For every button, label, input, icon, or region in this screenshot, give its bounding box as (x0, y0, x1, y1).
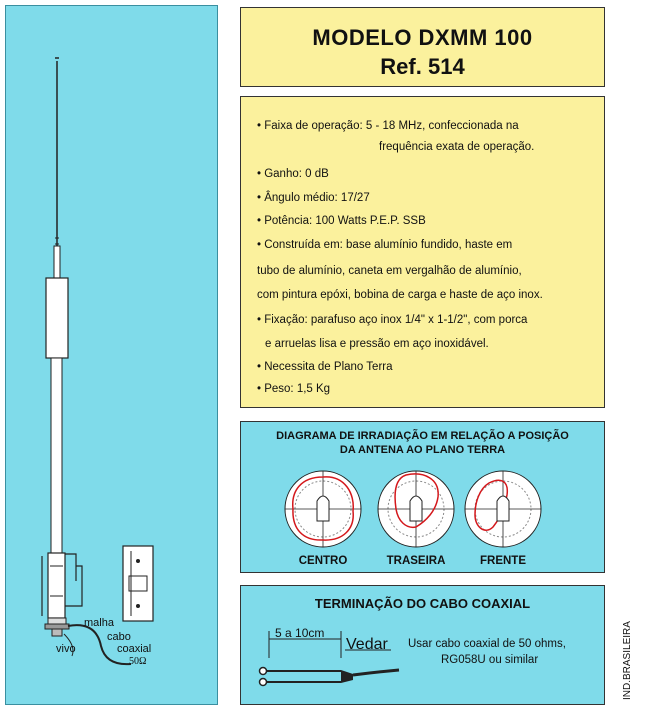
label-cabo: cabo (107, 631, 131, 643)
spec-potencia: • Potência: 100 Watts P.E.P. SSB (257, 215, 426, 227)
model-name: MODELO DXMM 100 (312, 25, 533, 50)
polar-plot-traseira (376, 469, 456, 549)
spec-construida-line3: com pintura epóxi, bobina de carga e haste de aço inox. (257, 289, 543, 301)
diagram-title-line2: DA ANTENA AO PLANO TERRA (339, 444, 506, 456)
label-coaxial: coaxial (117, 643, 152, 655)
coax-note-line1: Usar cabo coaxial de 50 ohms, (408, 638, 566, 650)
spec-ganho: • Ganho: 0 dB (257, 168, 329, 180)
spec-plano-terra: • Necessita de Plano Terra (257, 361, 393, 373)
spec-fixacao-line1: • Fixação: parafuso aço inox 1/4" x 1-1/2", com porca (257, 314, 528, 326)
radiation-diagram-box (240, 421, 605, 573)
model-ref: Ref. 514 (380, 54, 465, 79)
label-centro: CENTRO (298, 555, 348, 567)
model-title-box (240, 7, 605, 87)
label-vivo: vivo (56, 643, 76, 655)
side-caption (608, 600, 638, 700)
spec-faixa-line1: • Faixa de operação: 5 - 18 MHz, confeccionada na (257, 120, 519, 132)
label-traseira: TRASEIRA (386, 555, 446, 567)
spec-angulo: • Ângulo médio: 17/27 (257, 192, 370, 204)
spec-construida-line1: • Construída em: base alumínio fundido, haste em (257, 239, 513, 251)
coax-note-line2: RG058U ou similar (441, 654, 539, 666)
ind-brasileira-text: IND.BRASILEIRA (622, 621, 633, 700)
spec-faixa-line2: frequência exata de operação. (379, 141, 535, 153)
antenna-drawing (6, 6, 219, 706)
diagram-title-line1: DIAGRAMA DE IRRADIAÇÃO EM RELAÇÃO A POSIÇÃO (276, 430, 569, 442)
spec-fixacao-line2: e arruelas lisa e pressão em aço inoxidável. (265, 338, 489, 350)
polar-plot-centro (283, 469, 363, 549)
coax-title: TERMINAÇÃO DO CABO COAXIAL (314, 596, 531, 611)
antenna-illustration-panel (5, 5, 218, 705)
coax-termination-box (240, 585, 605, 705)
spec-construida-line2: tubo de alumínio, caneta em vergalhão de alumínio, (257, 265, 522, 277)
label-malha: malha (84, 617, 114, 629)
label-ohms: 50Ω (129, 656, 147, 667)
spec-peso: • Peso: 1,5 Kg (257, 383, 331, 395)
specifications-box (240, 96, 605, 408)
coax-length: 5 a 10cm (275, 626, 325, 640)
polar-plot-frente (463, 469, 543, 549)
coax-seal: Vedar (346, 636, 388, 653)
label-frente: FRENTE (480, 555, 526, 567)
